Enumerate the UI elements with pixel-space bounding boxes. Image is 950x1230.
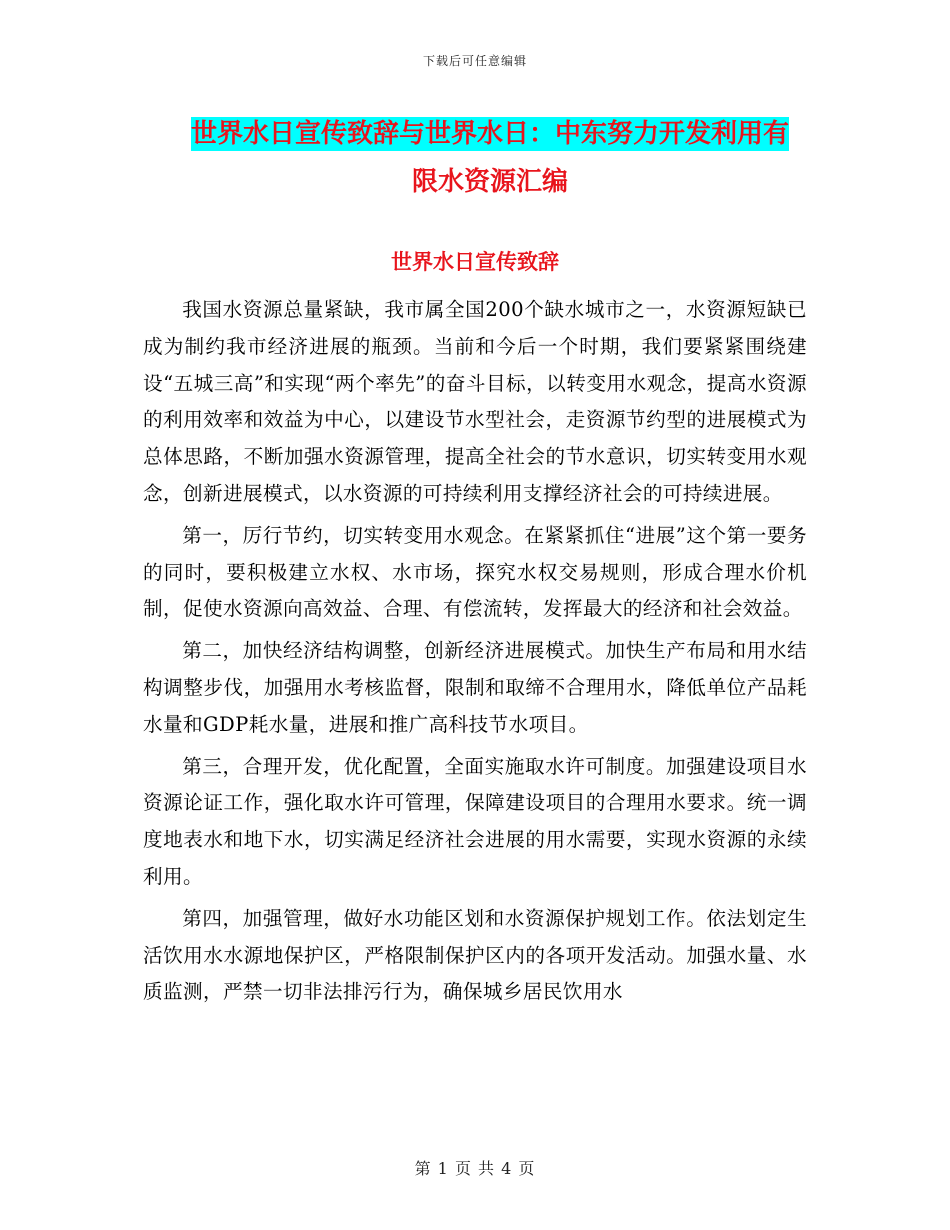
paragraph-first-point: 第一，厉行节约，切实转变用水观念。在紧紧抓住“进展”这个第一要务的同时，要积极建立水权、水市场，探究水权交易规则，形成合理水价机制，促使水资源向高效益、合理、有偿流转，发挥最大的经济和社会效益。 bbox=[143, 523, 807, 621]
section-heading: 世界水日宣传致辞 bbox=[391, 250, 559, 274]
page-footer: 第 1 页 共 4 页 bbox=[414, 1159, 536, 1178]
page-header: 下载后可任意编辑 bbox=[422, 54, 527, 68]
paragraph-second-point: 第二，加快经济结构调整，创新经济进展模式。加快生产布局和用水结构调整步伐，加强用水考核监督，限制和取缔不合理用水，降低单位产品耗水量和GDP耗水量，进展和推广高科技节水项目。 bbox=[143, 639, 807, 736]
paragraph-fourth-point: 第四，加强管理，做好水功能区划和水资源保护规划工作。依法划定生活饮用水水源地保护区，严格限制保护区内的各项开发活动。加强水量、水质监测，严禁一切非法排污行为，确保城乡居民饮用水 bbox=[143, 906, 807, 1004]
paragraph-intro: 我国水资源总量紧缺，我市属全国200个缺水城市之一，水资源短缺已成为制约我市经济进展的瓶颈。当前和今后一个时期，我们要紧紧围绕建设“五城三高”和实现“两个率先”的奋斗目标，以转变用水观念，提高水资源的利用效率和效益为中心，以建设节水型社会，走资源节约型的进展模式为总体思路，不断加强水资源管理，提高全社会的节水意识，切实转变用水观念，创新进展模式，以水资源的可持续利用支撑经济社会的可持续进展。 bbox=[143, 298, 807, 505]
document-title-line-1: 世界水日宣传致辞与世界水日：中东努力开发利用有 bbox=[190, 119, 789, 149]
paragraph-third-point: 第三，合理开发，优化配置，全面实施取水许可制度。加强建设项目水资源论证工作，强化取水许可管理，保障建设项目的合理用水要求。统一调度地表水和地下水，切实满足经济社会进展的用水需要，实现水资源的永续利用。 bbox=[143, 754, 807, 888]
document-title-line-2: 限水资源汇编 bbox=[411, 167, 568, 197]
document-title bbox=[150, 110, 830, 206]
body-text bbox=[143, 292, 807, 1016]
